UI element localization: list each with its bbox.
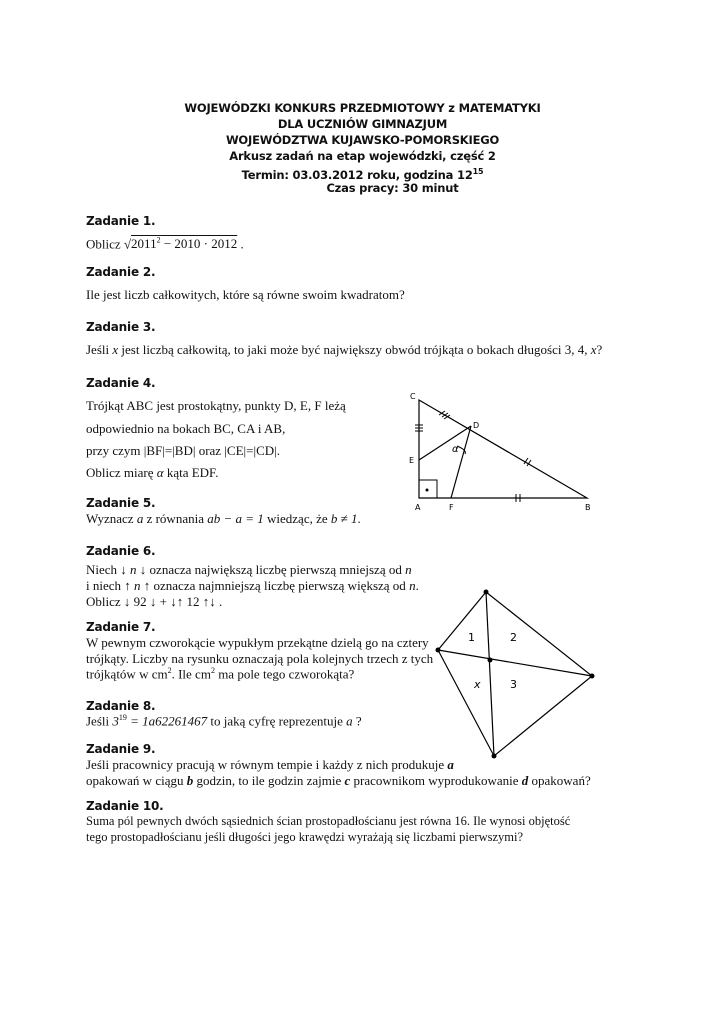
task-5-cond: b ≠ 1 (330, 511, 358, 526)
task-9-var-a: a (447, 757, 454, 772)
task-3-title: Zadanie 3. (86, 320, 156, 334)
task-6-line-1 (86, 562, 412, 578)
task-6-l2a: i niech (86, 578, 125, 593)
task-6-l1n: n (405, 562, 412, 577)
task-1-prompt: Oblicz (86, 236, 124, 252)
header-line-3: WOJEWÓDZTWA KUJAWSKO-POMORSKIEGO (225, 133, 500, 147)
task-6-l2b: oznacza najmniejszą liczbę pierwszą większą od (150, 578, 410, 593)
task-10-line-2: tego prostopadłościanu jeśli długości jego krawędzi wyrażają się liczbami pierwszymi? (86, 830, 524, 844)
area-label-2: 2 (510, 631, 517, 644)
task-2-text: Ile jest liczb całkowitych, które są równe swoim kwadratom? (86, 287, 405, 302)
label-e: E (409, 456, 415, 465)
task-6-l1b: oznacza największą liczbę pierwszą mniejszą od (146, 562, 406, 577)
task-4-line-2: odpowiednio na bokach BC, CA i AB, (86, 421, 286, 436)
task-9-l2b: godzin, to ile godzin zajmie (193, 773, 345, 788)
exam-header (0, 100, 725, 196)
area-label-x: x (474, 678, 481, 691)
task-6-title: Zadanie 6. (86, 544, 156, 558)
task-4-triangle-figure (405, 390, 600, 515)
task-3-var-1: x (112, 342, 119, 357)
task-1-pow: 2 (156, 236, 161, 245)
task-5-eq: ab − a = 1 (207, 511, 264, 526)
task-9-var-b: b (186, 773, 194, 788)
task-7-title: Zadanie 7. (86, 620, 156, 634)
task-7-l3c: ma pole tego czworokąta? (214, 666, 355, 682)
task-4-line-3: przy czym |BF|=|BD| oraz |CE|=|CD|. (86, 443, 280, 458)
header-line-1: WOJEWÓDZKI KONKURS PRZEDMIOTOWY z MATEMATYKI (184, 101, 541, 115)
task-9-line-1 (86, 757, 454, 773)
task-7-quadrilateral-figure (430, 588, 600, 768)
task-3-text (86, 342, 602, 358)
label-d: D (473, 421, 480, 430)
task-3-var-2: x (590, 342, 597, 357)
task-6-l3a: Oblicz (86, 594, 124, 609)
task-9-l1a: Jeśli pracownicy pracują w równym tempie i każdy z nich produkuje (86, 757, 448, 772)
task-6-down-n: ↓ n ↓ (120, 562, 147, 577)
task-8-pow: 19 (118, 713, 127, 722)
header-line-4: Arkusz zadań na etap wojewódzki, część 2 (229, 149, 496, 163)
task-1-text (86, 236, 244, 252)
header-line-2: DLA UCZNIÓW GIMNAZJUM (277, 117, 448, 131)
task-9-line-2 (86, 773, 591, 789)
task-5-a: Wyznacz (86, 511, 137, 526)
task-5-title: Zadanie 5. (86, 496, 156, 510)
header-line-6: Czas pracy: 30 minut (326, 181, 459, 195)
task-6-up-n: ↑ n ↑ (124, 578, 151, 593)
label-a: A (415, 503, 421, 512)
task-5-text (86, 511, 361, 527)
task-5-c: wiedząc, że (263, 511, 331, 526)
task-7-l3b: . Ile cm (171, 666, 211, 682)
task-6-l2n: n (409, 578, 416, 593)
task-8-text (86, 713, 362, 729)
task-8-var: a (346, 713, 353, 729)
task-4-alpha: α (156, 465, 164, 480)
sqrt-sign: √ (123, 236, 132, 252)
task-5-var: a (136, 511, 144, 526)
diagonal-1 (486, 592, 494, 756)
task-7-sup-2: 2 (210, 666, 215, 675)
task-6-line-3 (86, 594, 222, 610)
task-7-l3a: trójkątów w cm (86, 666, 168, 682)
task-7-line-2: trójkąty. Liczby na rysunku oznaczają pola kolejnych trzech z tych (86, 651, 434, 666)
quadrilateral (438, 592, 592, 756)
task-6-l2c: . (415, 578, 419, 593)
task-2-title: Zadanie 2. (86, 265, 156, 279)
area-label-3: 3 (510, 678, 517, 691)
task-3-c: ? (596, 342, 603, 357)
task-1-rest: − 2010 · 2012 (160, 236, 238, 252)
task-8-base: 3 (112, 713, 119, 729)
task-3-b: jest liczbą całkowitą, to jaki może być największy obwód trójkąta o bokach długości 3, 4, (118, 342, 591, 357)
task-5-b: z równania (143, 511, 208, 526)
task-4-line-4 (86, 465, 219, 481)
task-4-l4b: kąta EDF. (163, 465, 219, 480)
task-6-line-2 (86, 578, 419, 594)
task-4-line-1: Trójkąt ABC jest prostokątny, punkty D, E, F leżą (86, 398, 346, 413)
task-7-line-3 (86, 666, 354, 682)
task-9-l2d: opakowań? (528, 773, 591, 788)
task-1-title: Zadanie 1. (86, 214, 156, 228)
header-date: Termin: 03.03.2012 roku, godzina 12 (241, 167, 473, 182)
header-time-sup: 15 (472, 167, 484, 176)
task-10-title: Zadanie 10. (86, 799, 164, 813)
label-c: C (410, 392, 416, 401)
label-alpha: α (452, 444, 459, 455)
task-8-c: ? (352, 713, 362, 729)
task-6-l1a: Niech (86, 562, 121, 577)
task-1-end: . (237, 236, 244, 252)
area-label-1: 1 (468, 631, 475, 644)
task-1-base: 2011 (131, 236, 157, 252)
task-7-sup-1: 2 (167, 666, 172, 675)
task-8-b: to jaką cyfrę reprezentuje (207, 713, 347, 729)
task-4-l4a: Oblicz miarę (86, 465, 157, 480)
task-9-l2c: pracownikom wyprodukowanie (350, 773, 522, 788)
task-8-a: Jeśli (86, 713, 113, 729)
task-9-var-d: d (521, 773, 529, 788)
task-1-expression (131, 236, 237, 251)
triangle-abc (419, 400, 587, 498)
task-9-l2a: opakowań w ciągu (86, 773, 187, 788)
diagonal-2 (438, 650, 592, 676)
task-3-a: Jeśli (86, 342, 113, 357)
label-f: F (449, 503, 454, 512)
header-line-5 (0, 164, 725, 180)
task-10-line-1: Suma pól pewnych dwóch sąsiednich ścian prostopadłościanu jest równa 16. Ile wynosi objętość (86, 814, 571, 828)
task-6-expression: ↓ 92 ↓ + ↓↑ 12 ↑↓ (123, 594, 216, 609)
task-9-var-c: c (344, 773, 351, 788)
task-5-d: . (357, 511, 361, 526)
task-6-l3b: . (215, 594, 223, 609)
task-9-title: Zadanie 9. (86, 742, 156, 756)
task-8-title: Zadanie 8. (86, 699, 156, 713)
task-4-title: Zadanie 4. (86, 376, 156, 390)
task-8-eq: = 1a62261467 (126, 713, 208, 729)
task-7-line-1: W pewnym czworokącie wypukłym przekątne dzielą go na cztery (86, 635, 429, 650)
label-b: B (585, 503, 591, 512)
